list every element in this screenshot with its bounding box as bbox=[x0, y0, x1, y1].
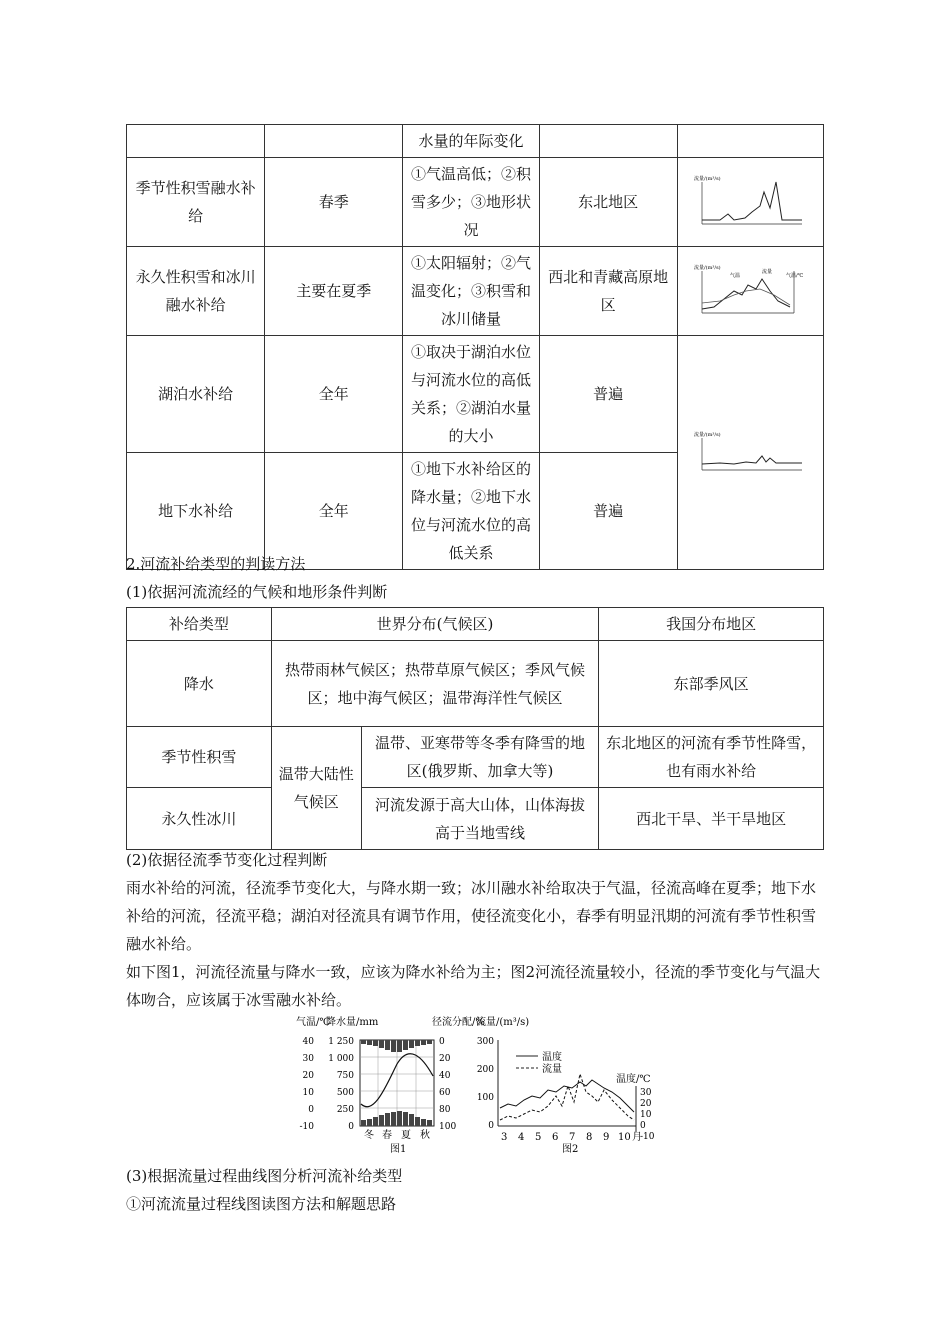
cell-type: 湖泊水补给 bbox=[127, 336, 265, 453]
svg-text:1 000: 1 000 bbox=[328, 1054, 354, 1064]
fig2-temp-ticks bbox=[640, 1088, 655, 1142]
svg-text:3: 3 bbox=[501, 1132, 508, 1143]
fig2-flow-ticks bbox=[477, 1037, 494, 1131]
sub-title: (3)根据流量过程曲线图分析河流补给类型 bbox=[126, 1167, 403, 1185]
header-cell: 我国分布地区 bbox=[599, 608, 824, 641]
fig1-runoff-label: 径流分配/% bbox=[432, 1017, 485, 1028]
svg-text:750: 750 bbox=[336, 1071, 354, 1081]
fig1-precip-label: 降水量/mm bbox=[326, 1017, 379, 1028]
svg-text:250: 250 bbox=[336, 1105, 354, 1115]
cell-type: 永久性积雪和冰川融水补给 bbox=[127, 247, 265, 336]
svg-text:20: 20 bbox=[640, 1099, 652, 1109]
mini-chart-lake-ground bbox=[677, 336, 823, 570]
svg-text:500: 500 bbox=[336, 1088, 354, 1098]
mini-label: 流量 bbox=[762, 269, 773, 275]
fig2-flow-label: 流量/(m³/s) bbox=[476, 1017, 530, 1028]
cell-type: 季节性积雪 bbox=[127, 727, 272, 788]
cell-type: 地下水补给 bbox=[127, 453, 265, 570]
mini-chart-snow bbox=[677, 158, 823, 247]
svg-text:月: 月 bbox=[632, 1132, 642, 1143]
cell-time: 春季 bbox=[265, 158, 403, 247]
cell-type: 季节性积雪融水补给 bbox=[127, 158, 265, 247]
svg-text:8: 8 bbox=[586, 1132, 593, 1143]
cell-time: 全年 bbox=[265, 336, 403, 453]
fig1-runoff-ticks bbox=[439, 1037, 456, 1132]
fig2-temp-label: 温度/℃ bbox=[616, 1074, 651, 1085]
cell bbox=[127, 125, 265, 158]
svg-text:-10: -10 bbox=[640, 1132, 655, 1142]
cell-type: 降水 bbox=[127, 641, 272, 727]
figures bbox=[294, 1016, 684, 1156]
svg-text:80: 80 bbox=[439, 1105, 451, 1115]
svg-text:秋: 秋 bbox=[420, 1130, 430, 1141]
svg-text:4: 4 bbox=[518, 1132, 525, 1143]
header-cell: 补给类型 bbox=[127, 608, 272, 641]
list-item: ①河流流量过程线图读图方法和解题思路 bbox=[126, 1195, 397, 1213]
cell-region: 普遍 bbox=[539, 453, 677, 570]
cell: 水量的年际变化 bbox=[403, 125, 539, 158]
cell bbox=[265, 125, 403, 158]
svg-text:20: 20 bbox=[439, 1054, 451, 1064]
cell bbox=[539, 125, 677, 158]
svg-text:5: 5 bbox=[535, 1132, 542, 1143]
svg-text:1 250: 1 250 bbox=[328, 1037, 354, 1047]
fig1-seasons bbox=[364, 1128, 430, 1141]
fig1-temp-label: 气温/℃ bbox=[296, 1017, 331, 1028]
svg-text:0: 0 bbox=[640, 1121, 646, 1131]
cell-world: 温带、亚寒带等冬季有降雪的地区(俄罗斯、加拿大等) bbox=[361, 727, 599, 788]
svg-text:10: 10 bbox=[302, 1088, 314, 1098]
mini-label: 流量/(m³/s) bbox=[694, 176, 721, 182]
cell-factors: ①取决于湖泊水位与河流水位的高低关系；②湖泊水量的大小 bbox=[403, 336, 539, 453]
svg-text:200: 200 bbox=[476, 1065, 494, 1075]
svg-text:7: 7 bbox=[569, 1132, 576, 1143]
svg-text:300: 300 bbox=[476, 1037, 494, 1047]
cell bbox=[677, 125, 823, 158]
mini-chart-glacier bbox=[677, 247, 823, 336]
cell-climate: 温带大陆性气候区 bbox=[271, 727, 361, 850]
fig1-bars bbox=[361, 1040, 432, 1126]
cell-world: 河流发源于高大山体，山体海拔高于当地雪线 bbox=[361, 788, 599, 850]
cell-factors: ①太阳辐射；②气温变化；③积雪和冰川储量 bbox=[403, 247, 539, 336]
fig1-precip-ticks bbox=[328, 1037, 354, 1132]
svg-text:40: 40 bbox=[302, 1037, 314, 1047]
cell-type: 永久性冰川 bbox=[127, 788, 272, 850]
cell-world: 热带雨林气候区；热带草原气候区；季风气候区；地中海气候区；温带海洋性气候区 bbox=[271, 641, 599, 727]
cell-region: 东北地区 bbox=[539, 158, 677, 247]
svg-text:-10: -10 bbox=[299, 1122, 314, 1132]
svg-text:10: 10 bbox=[618, 1132, 631, 1143]
svg-text:冬: 冬 bbox=[364, 1130, 374, 1141]
cell-china: 东北地区的河流有季节性降雪，也有雨水补给 bbox=[599, 727, 824, 788]
svg-text:9: 9 bbox=[603, 1132, 610, 1143]
section-title: 2.河流补给类型的判读方法 bbox=[126, 555, 306, 573]
mini-label: 气温/℃ bbox=[786, 273, 804, 279]
svg-text:10: 10 bbox=[640, 1110, 652, 1120]
cell-factors: ①气温高低；②积雪多少；③地形状况 bbox=[403, 158, 539, 247]
paragraph: 如下图1，河流径流量与降水一致，应该为降水补给为主；图2河流径流量较小，径流的季节变化与气温大体吻合，应该属于冰雪融水补给。 bbox=[126, 963, 821, 1009]
sub-title: (2)依据径流季节变化过程判断 bbox=[126, 851, 328, 869]
svg-text:30: 30 bbox=[640, 1088, 652, 1098]
paragraph: 雨水补给的河流，径流季节变化大，与降水期一致；冰川融水补给取决于气温，径流高峰在夏季；地下水补给的河流，径流平稳；湖泊对径流具有调节作用，使径流变化小，春季有明显汛期的河流有季节性积雪融水补给。 bbox=[126, 879, 817, 953]
cell-china: 东部季风区 bbox=[599, 641, 824, 727]
fig2-months bbox=[501, 1131, 642, 1143]
cell-region: 普遍 bbox=[539, 336, 677, 453]
cell-factors: ①地下水补给区的降水量；②地下水位与河流水位的高低关系 bbox=[403, 453, 539, 570]
svg-text:6: 6 bbox=[552, 1132, 559, 1143]
svg-text:100: 100 bbox=[439, 1122, 457, 1132]
svg-text:30: 30 bbox=[302, 1054, 314, 1064]
header-cell: 世界分布(气候区) bbox=[271, 608, 599, 641]
svg-text:夏: 夏 bbox=[401, 1130, 411, 1141]
fig2-caption: 图2 bbox=[562, 1144, 579, 1155]
svg-text:春: 春 bbox=[382, 1130, 392, 1141]
mini-label: 流量/(m³/s) bbox=[694, 265, 721, 271]
supply-table bbox=[126, 124, 824, 570]
cell-time: 主要在夏季 bbox=[265, 247, 403, 336]
fig2-flow-line bbox=[500, 1074, 634, 1120]
fig2-temp-line bbox=[500, 1080, 634, 1112]
fig1-caption: 图1 bbox=[390, 1144, 407, 1155]
mini-label: 流量/(m³/s) bbox=[694, 431, 721, 438]
svg-text:0: 0 bbox=[439, 1037, 445, 1047]
fig1-temp-ticks bbox=[300, 1037, 315, 1132]
cell-region: 西北和青藏高原地区 bbox=[539, 247, 677, 336]
mini-label: 气温 bbox=[730, 273, 741, 279]
svg-text:0: 0 bbox=[308, 1105, 314, 1115]
cell-time: 全年 bbox=[265, 453, 403, 570]
svg-text:40: 40 bbox=[439, 1071, 451, 1081]
legend-temp: 温度 bbox=[542, 1052, 562, 1063]
svg-text:0: 0 bbox=[488, 1121, 494, 1131]
sub-title: (1)依据河流流经的气候和地形条件判断 bbox=[126, 583, 388, 601]
legend-flow: 流量 bbox=[542, 1064, 562, 1075]
climate-table bbox=[126, 607, 824, 850]
svg-text:100: 100 bbox=[476, 1093, 494, 1103]
svg-text:20: 20 bbox=[302, 1071, 314, 1081]
cell-china: 西北干旱、半干旱地区 bbox=[599, 788, 824, 850]
svg-text:60: 60 bbox=[439, 1088, 451, 1098]
svg-text:0: 0 bbox=[348, 1122, 354, 1132]
